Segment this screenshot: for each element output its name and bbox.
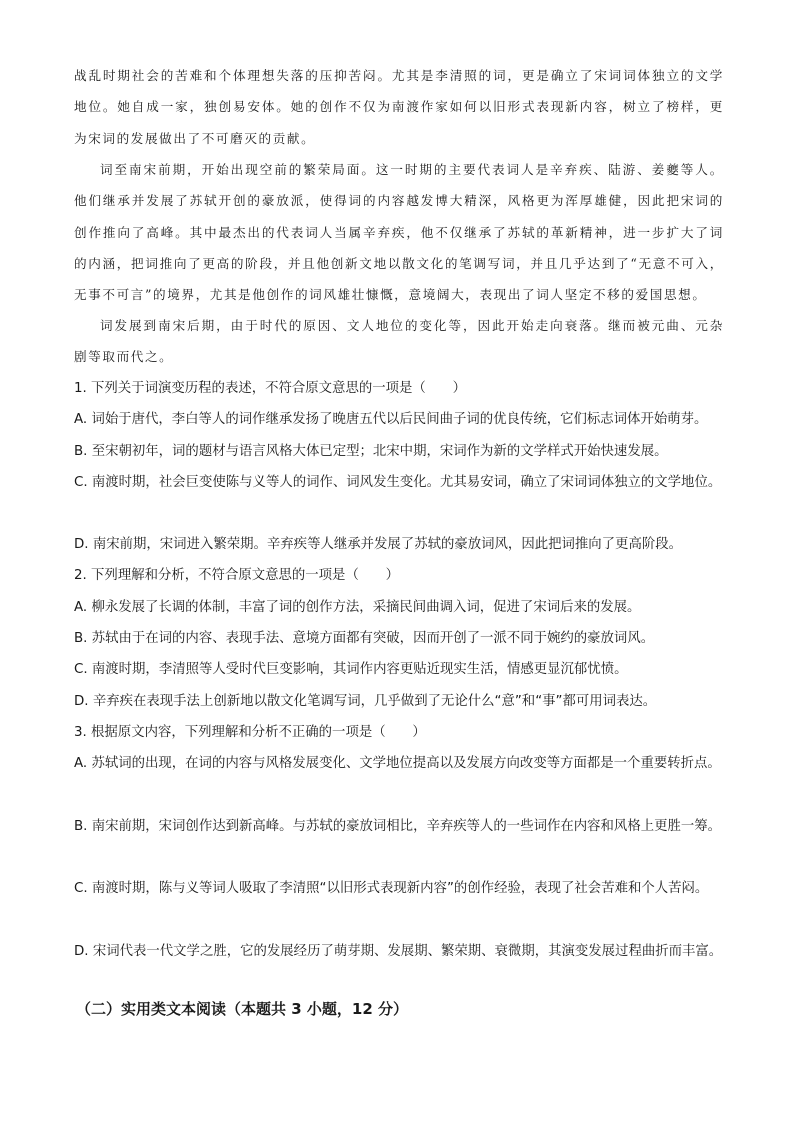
question-3-option-b: B. 南宋前期，宋词创作达到新高峰。与苏轼的豪放词相比，辛弃疾等人的一些词作在内容和风格上更胜一筹。	[74, 819, 722, 834]
question-3-stem: 3. 根据原文内容，下列理解和分析不正确的一项是（ ）	[74, 725, 426, 740]
question-3-option-a: A. 苏轼词的出现，在词的内容与风格发展变化、文学地位提高以及发展方向改变等方面都是一个重要转折点。	[74, 756, 721, 771]
passage-paragraph-2: 词至南宋前期，开始出现空前的繁荣局面。这一时期的主要代表词人是辛弃疾、陆游、姜夔等人。他们继承并发展了苏轼开创的豪放派，使得词的内容越发博大精深，风格更为浑厚雄健，因此把宋词的创作推向了高峰。其中最杰出的代表词人当属辛弃疾，他不仅继承了苏轼的革新精神，进一步扩大了词的内涵，把词推向了更高的阶段，并且他创新文地以散文化的笔调写词，并且几乎达到了“无意不可入，无事不可言”的境界，尤其是他创作的词风雄壮慷慨，意境阔大，表现出了词人坚定不移的爱国思想。	[74, 162, 724, 303]
question-1-option-c: C. 南渡时期，社会巨变使陈与义等人的词作、词风发生变化。尤其易安词，确立了宋词词体独立的文学地位。	[74, 475, 722, 490]
question-2-option-b: B. 苏轼由于在词的内容、表现手法、意境方面都有突破，因而开创了一派不同于婉约的豪放词风。	[74, 631, 655, 646]
question-1-stem: 1. 下列关于词演变历程的表述，不符合原文意思的一项是（ ）	[74, 381, 466, 396]
section-heading: （二）实用类文本阅读（本题共 3 小题，12 分）	[76, 1000, 408, 1018]
question-2-option-d: D. 辛弃疾在表现手法上创新地以散文化笔调写词，几乎做到了无论什么“意”和“事”都可用词表达。	[74, 694, 657, 709]
passage-paragraph-1: 战乱时期社会的苦难和个体理想失落的压抑苦闷。尤其是李清照的词，更是确立了宋词词体独立的文学地位。她自成一家，独创易安体。她的创作不仅为南渡作家如何以旧形式表现新内容，树立了榜样，更为宋词的发展做出了不可磨灭的贡献。	[74, 68, 724, 146]
question-2-stem: 2. 下列理解和分析，不符合原文意思的一项是（ ）	[74, 568, 400, 583]
question-1-option-d: D. 南宋前期，宋词进入繁荣期。辛弃疾等人继承并发展了苏轼的豪放词风，因此把词推向了更高阶段。	[74, 537, 683, 552]
question-1-option-a: A. 词始于唐代，李白等人的词作继承发扬了晚唐五代以后民间曲子词的优良传统，它们标志词体开始萌芽。	[74, 412, 708, 427]
question-2-option-a: A. 柳永发展了长调的体制，丰富了词的创作方法，采摘民间曲调入词，促进了宋词后来的发展。	[74, 600, 641, 615]
question-3-option-c: C. 南渡时期，陈与义等词人吸取了李清照“以旧形式表现新内容”的创作经验，表现了社会苦难和个人苦闷。	[74, 881, 709, 896]
passage-paragraph-3: 词发展到南宋后期，由于时代的原因、文人地位的变化等，因此开始走向衰落。继而被元曲、元杂剧等取而代之。	[74, 318, 724, 365]
question-2-option-c: C. 南渡时期，李清照等人受时代巨变影响，其词作内容更贴近现实生活，情感更显沉郁忧愤。	[74, 662, 628, 677]
question-1-option-b: B. 至宋朝初年，词的题材与语言风格大体已定型；北宋中期，宋词作为新的文学样式开始快速发展。	[74, 444, 668, 459]
question-3-option-d: D. 宋词代表一代文学之胜，它的发展经历了萌芽期、发展期、繁荣期、衰微期，其演变发展过程曲折而丰富。	[74, 944, 723, 959]
